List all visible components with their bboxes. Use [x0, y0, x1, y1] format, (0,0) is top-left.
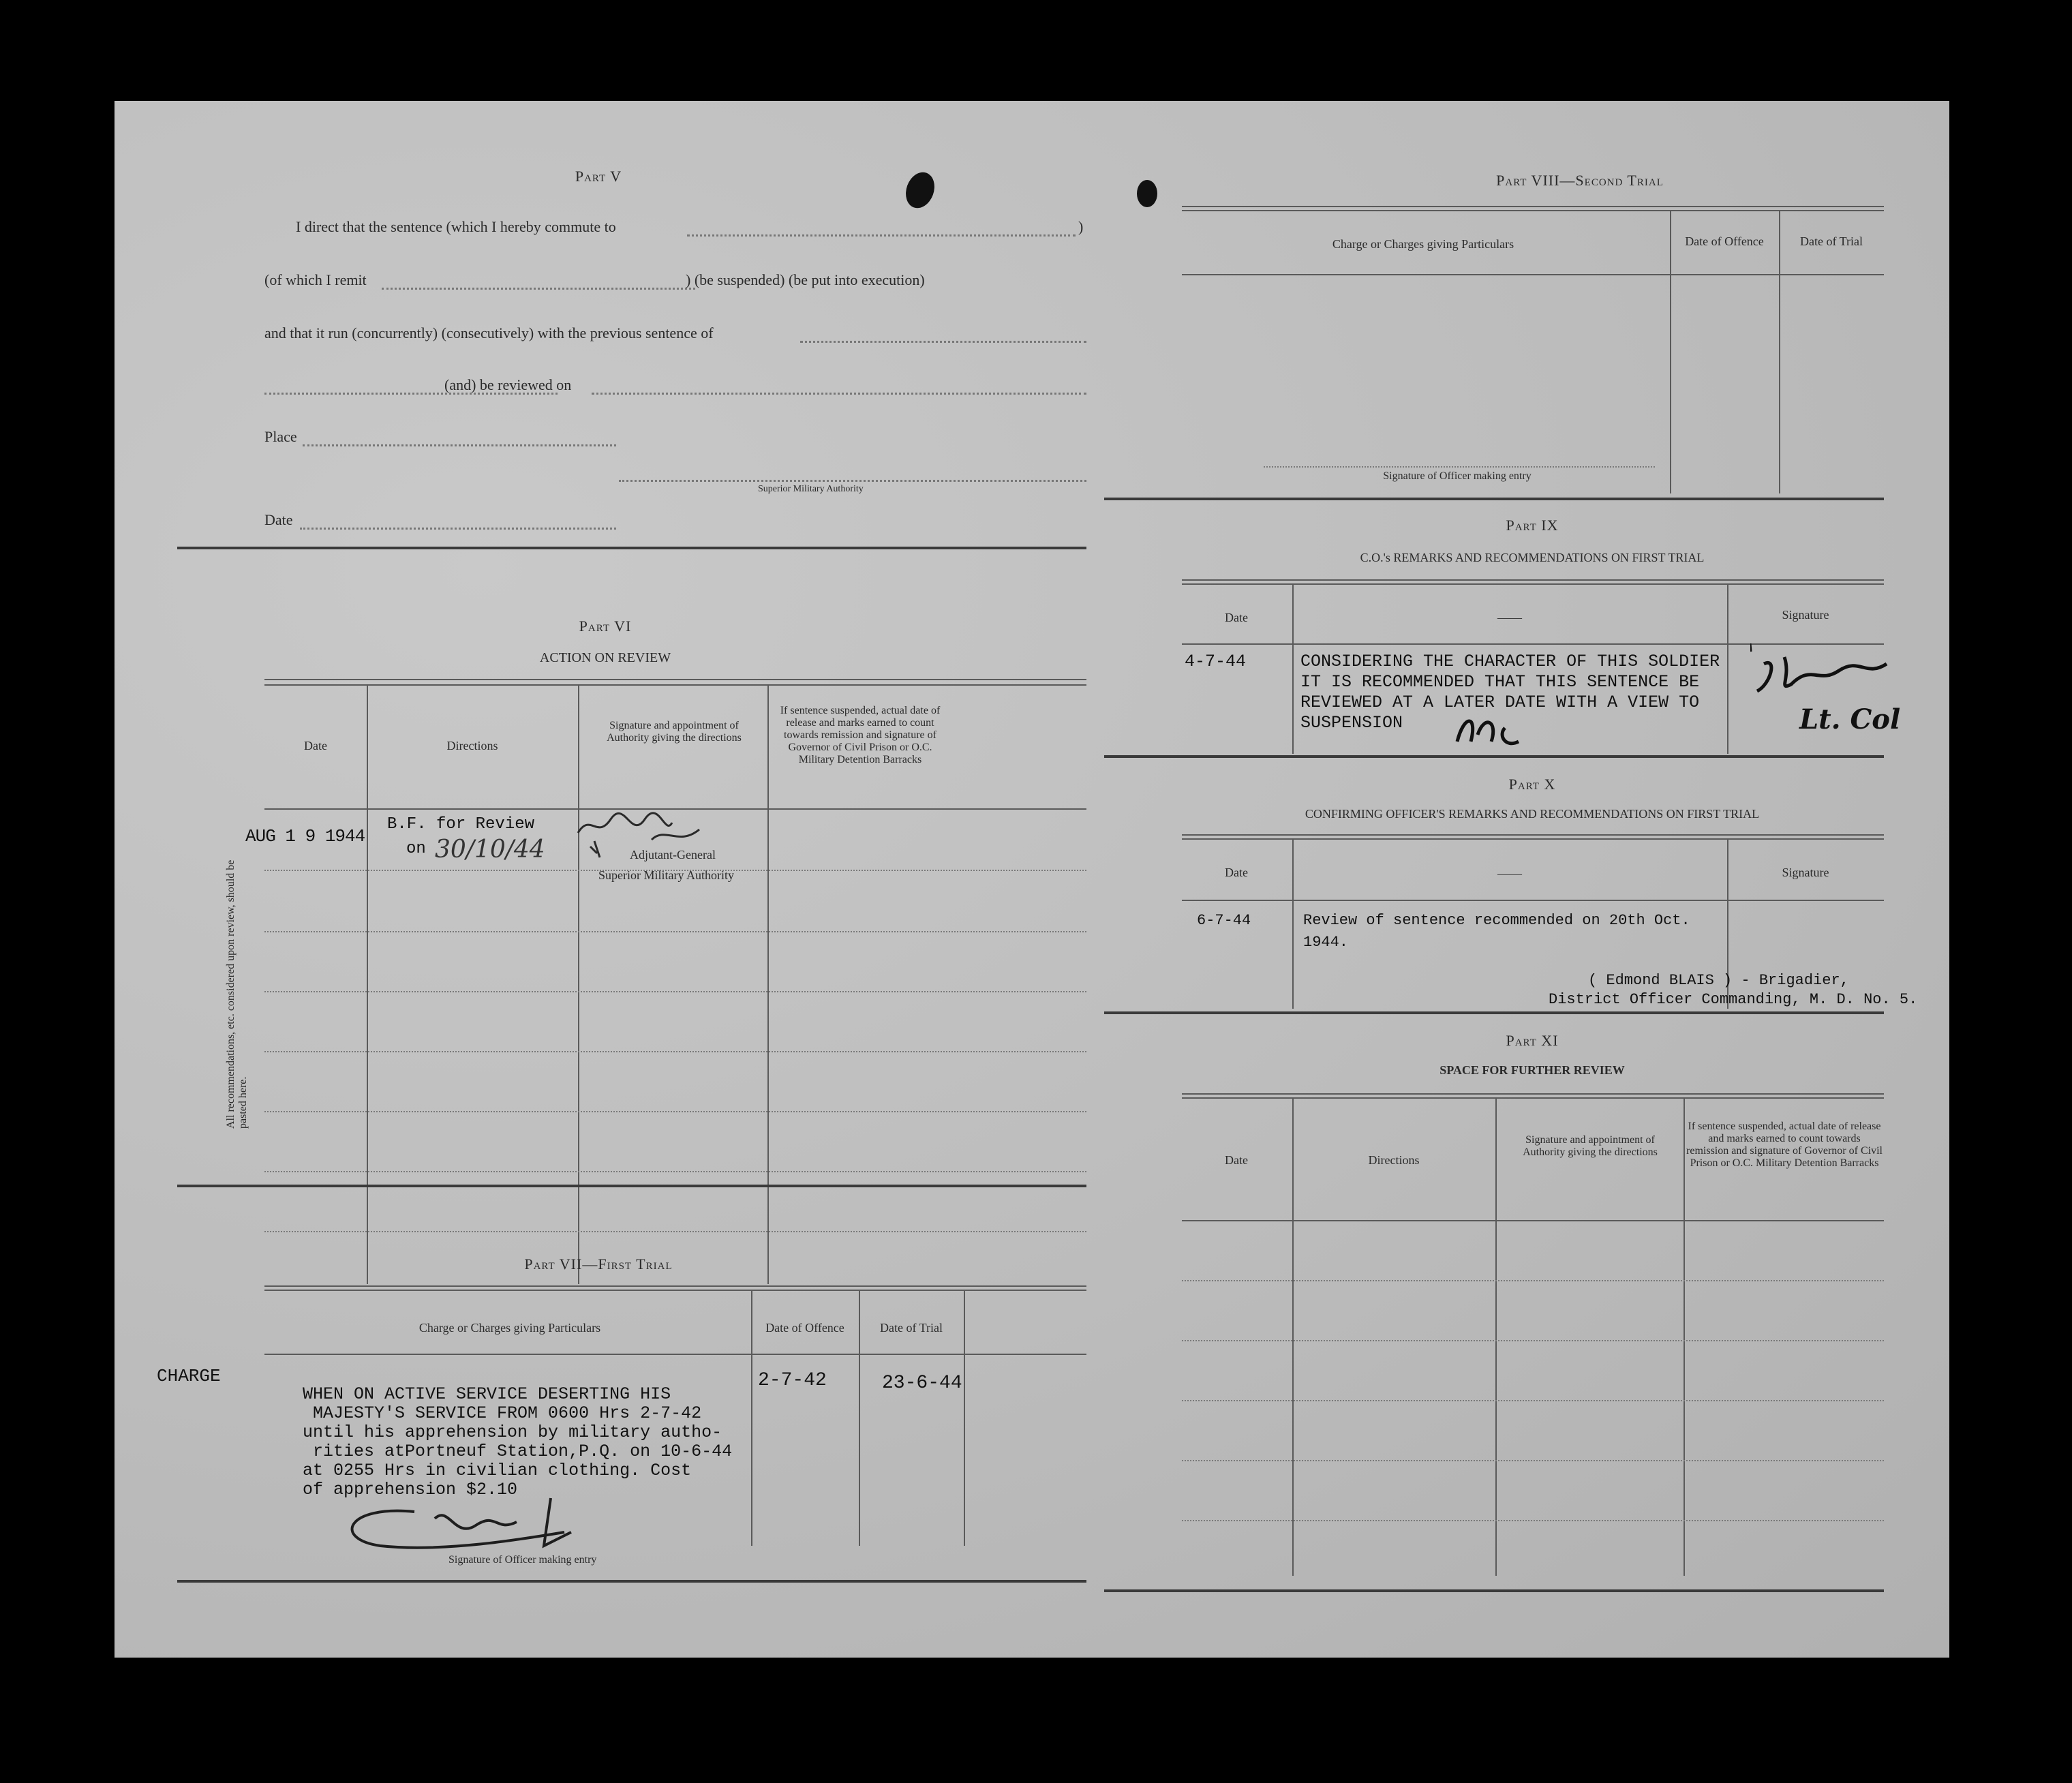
part7-charge-label: CHARGE — [157, 1366, 221, 1386]
part8-heading: Part VIII—Second Trial — [1496, 172, 1664, 189]
part9-signature — [1750, 643, 1900, 759]
part7-col-charge: Charge or Charges giving Particulars — [418, 1321, 601, 1335]
part5-line3: and that it run (concurrently) (consecutively) with the previous sentence of — [264, 324, 714, 341]
part9-heading: Part IX — [1506, 517, 1559, 534]
part6-heading: Part VI — [579, 618, 632, 635]
ink-mark — [901, 168, 939, 212]
part9-initials — [1450, 701, 1532, 755]
part5-line2: (of which I remit — [264, 271, 367, 288]
part8-col-offence: Date of Offence — [1685, 234, 1764, 248]
part9-col-date: Date — [1225, 611, 1248, 624]
part11-col-directions: Directions — [1368, 1153, 1420, 1167]
part10-heading: Part X — [1508, 776, 1556, 793]
part9-entry-text: CONSIDERING THE CHARACTER OF THIS SOLDIER IT IS RECOMMENDED THAT THIS SENTENCE BE REVIEWED AT A LATER DATE WITH A VIEW TO SUSPENSION — [1300, 652, 1720, 733]
part6-entry-dir-hand: 30/10/44 — [435, 836, 545, 864]
part5-authority: Superior Military Authority — [758, 484, 864, 494]
part10-signer2: District Officer Commanding, M. D. No. 5. — [1549, 991, 1918, 1008]
part6-col-directions: Directions — [446, 739, 498, 752]
ink-mark — [1137, 180, 1157, 207]
part10-col-sig: Signature — [1782, 866, 1829, 879]
part10-col-date: Date — [1225, 866, 1248, 879]
part8-col-charge: Charge or Charges giving Particulars — [1332, 237, 1514, 251]
part8-sig-caption: Signature of Officer making entry — [1383, 470, 1532, 482]
part7-heading: Part VII—First Trial — [524, 1255, 673, 1273]
part6-entry-sig1: Adjutant-General — [630, 848, 716, 862]
part10-subheading: CONFIRMING OFFICER'S REMARKS AND RECOMMENDATIONS ON FIRST TRIAL — [1305, 807, 1760, 821]
part11-col-signature: Signature and appointment of Authority giving the directions — [1523, 1134, 1658, 1158]
part5-line1: I direct that the sentence (which I hereby commute to — [296, 218, 616, 235]
part9-entry-date: 4-7-44 — [1185, 652, 1247, 671]
part7-date-trial: 23-6-44 — [882, 1373, 962, 1394]
part5-line4: (and) be reviewed on — [444, 376, 572, 393]
part7-date-offence: 2-7-42 — [758, 1370, 827, 1391]
part11-subheading: SPACE FOR FURTHER REVIEW — [1439, 1063, 1625, 1077]
part6-subheading: ACTION ON REVIEW — [539, 650, 671, 665]
part11-col-suspended: If sentence suspended, actual date of release and marks earned to count towards remission and signature of Governor of Civil Prison or O.C. Military Detention Barracks — [1686, 1121, 1883, 1169]
document-sheet: Part V I direct that the sentence (which I hereby commute to ) (of which I remit ) (be suspended) (be put into execution) and that it run (concurrently) (consecutively) with the previous sentence of (and) be reviewed on Place Superior Military Authority Date Part VI ACTION ON REVIEW Date Directions Signature and appointment of Authority giving the directions If sentence suspended, actual date of release and marks earned to count towards remission and signature of Governor of Civil Prison or O.C. Military Detention Barracks All recommendations, etc. considered upon review, should be pasted here. AUG 1 9 1944 B.F. for Review on 30/10/44 Adjutant-General Superior Military Authority Part VII—First Trial Charge or Charges giving Particulars Date of Offence Date of Trial CHARGE WHEN ON ACTIVE SERVICE DESERTING HIS MAJESTY'S SERVICE FROM 0600 Hrs 2-7-42 until his apprehension by military autho- rities atPortneuf Station,P.Q. on 10-6-44 at 0255 Hrs in civilian clothing. Cost of apprehension $2.10 2-7-42 23-6-44 Signature of Officer making entry Part VIII—Second Trial Charge or Charges giving Particulars Date of Offence Date of Trial Signature of Officer making entry Part IX C.O.'s REMARKS AND RECOMMENDATIONS ON FIRST TRIAL Date —— Signature 4-7-44 CONSIDERING THE CHARACTER OF THIS SOLDIER IT IS RECOMMENDED THAT THIS SENTENCE BE REVIEWED AT A LATER DATE WITH A VIEW TO SUSPENSION Lt. Col Part X CONFIRMING OFFICER'S REMARKS AND RECOMMENDATIONS ON FIRST TRIAL Date —— Signature 6-7-44 Review of sentence recommended on 20th Oct. 1944. ( Edmond BLAIS ) - Brigadier, District Officer Commanding, M. D. No. 5. Part XI SPACE FOR FURTHER REVIEW Date Directions Signature and appointment of Authority giving the directions If sentence suspended, actual date of release and marks earned to count towards remission and signature of Governor of Civil Prison or O.C. Military Detention Barracks — [115, 101, 1949, 1658]
part6-entry-sig2: Superior Military Authority — [598, 868, 734, 882]
part11-heading: Part XI — [1506, 1032, 1559, 1049]
part6-entry-date: AUG 1 9 1944 — [245, 826, 365, 847]
part6-entry-dir1: B.F. for Review — [387, 815, 535, 834]
part11-col-date: Date — [1225, 1153, 1248, 1167]
part7-sig-caption: Signature of Officer making entry — [448, 1554, 597, 1566]
part7-charge-text: WHEN ON ACTIVE SERVICE DESERTING HIS MAJESTY'S SERVICE FROM 0600 Hrs 2-7-42 until his apprehension by military autho- rities atPortneuf Station,P.Q. on 10-6-44 at 0255 Hrs in civilian clothing. Cost of apprehension $2.10 — [303, 1384, 733, 1499]
part6-col-date: Date — [304, 739, 327, 752]
part6-col-suspended: If sentence suspended, actual date of release and marks earned to count towards remission and signature of Governor of Civil Prison or O.C. Military Detention Barracks — [780, 705, 941, 765]
part9-col-sig: Signature — [1782, 608, 1829, 622]
part10-signer1: ( Edmond BLAIS ) - Brigadier, — [1588, 972, 1849, 989]
part10-entry-line1: Review of sentence recommended on 20th Oct. — [1303, 912, 1690, 929]
part7-col-trial: Date of Trial — [880, 1321, 943, 1335]
part9-subheading: C.O.'s REMARKS AND RECOMMENDATIONS ON FIRST TRIAL — [1360, 551, 1705, 564]
part5-place: Place — [264, 428, 297, 445]
part7-col-offence: Date of Offence — [765, 1321, 844, 1335]
part5-date: Date — [264, 511, 293, 528]
part8-col-trial: Date of Trial — [1800, 234, 1863, 248]
part6-col-signature: Signature and appointment of Authority giving the directions — [607, 720, 742, 744]
part10-entry-date: 6-7-44 — [1197, 912, 1251, 929]
part6-side-note: All recommendations, etc. considered upon review, should be pasted here. — [225, 859, 249, 1129]
part9-sig-rank: Lt. Col — [1799, 703, 1901, 735]
part5-heading: Part V — [575, 168, 622, 185]
